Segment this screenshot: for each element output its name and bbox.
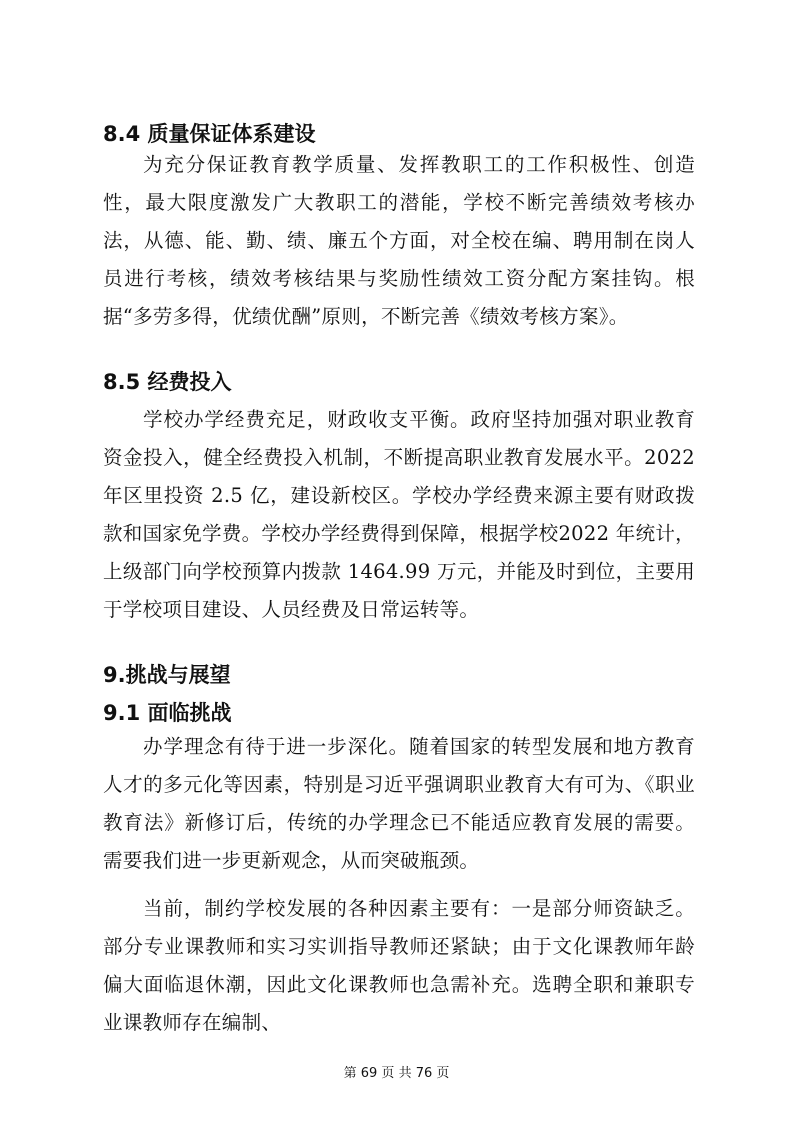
section-paragraph-9-1-b: 当前，制约学校发展的各种因素主要有：一是部分师资缺乏。部分专业课教师和实习实训指导教师还紧缺；由于文化课教师年龄偏大面临退休潮，因此文化课教师也急需补充。选聘全职和兼职专业课教师存在编制、	[103, 897, 695, 1034]
section-paragraph-8-4: 为充分保证教育教学质量、发挥教职工的工作积极性、创造性，最大限度激发广大教职工的潜能，学校不断完善绩效考核办法，从德、能、勤、绩、廉五个方面，对全校在编、聘用制在岗人员进行考核，绩效考核结果与奖励性绩效工资分配方案挂钩。根据“多劳多得，优绩优酬”原则，不断完善《绩效考核方案》。	[103, 153, 695, 328]
section-heading-8-5: 8.5 经费投入	[103, 370, 232, 394]
section-heading-8-4: 8.4 质量保证体系建设	[103, 122, 316, 146]
page-footer: 第 69 页 共 76 页	[343, 1066, 450, 1081]
section-heading-9: 9.挑战与展望	[103, 663, 231, 687]
section-heading-9-1: 9.1 面临挑战	[103, 701, 232, 725]
section-paragraph-8-5: 学校办学经费充足，财政收支平衡。政府坚持加强对职业教育资金投入，健全经费投入机制，不断提高职业教育发展水平。2022 年区里投资 2.5 亿，建设新校区。学校办学经费来源主要有财政拨款和国家免学费。学校办学经费得到保障，根据学校2022 年统计，上级部门向学校预算内拨款 1464.99 万元，并能及时到位，主要用于学校项目建设、人员经费及日常运转等。	[103, 408, 695, 621]
section-paragraph-9-1-a: 办学理念有待于进一步深化。随着国家的转型发展和地方教育人才的多元化等因素，特别是习近平强调职业教育大有可为、《职业教育法》新修订后，传统的办学理念已不能适应教育发展的需要。需要我们进一步更新观念，从而突破瓶颈。	[103, 735, 695, 872]
